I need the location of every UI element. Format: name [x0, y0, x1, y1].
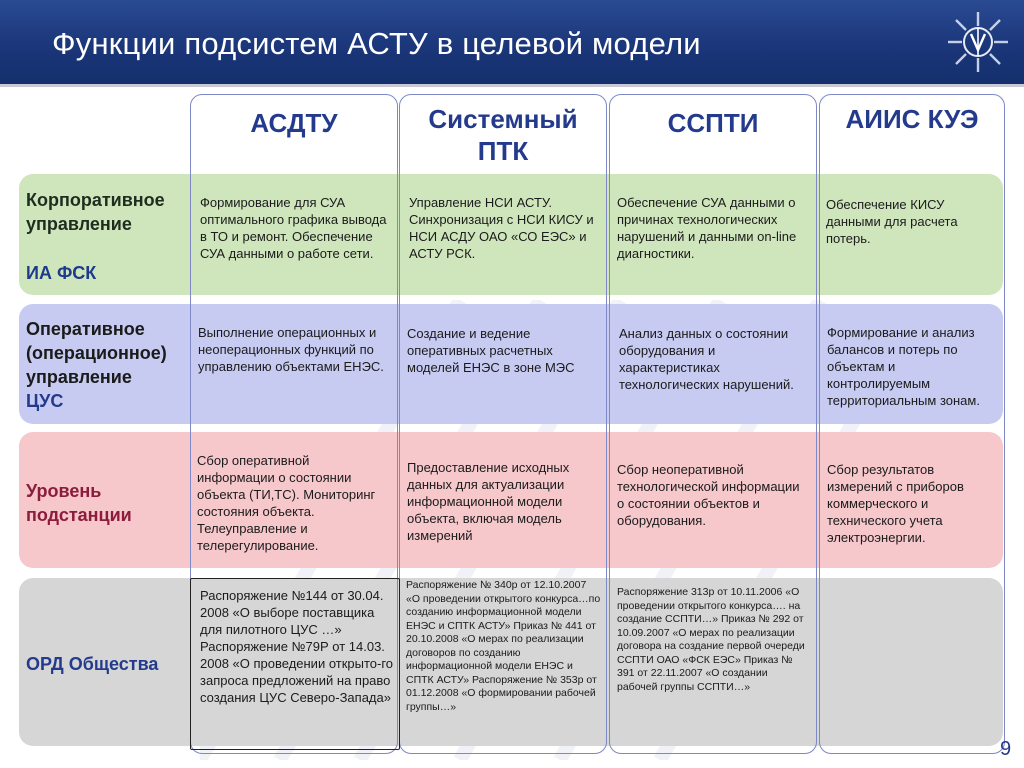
row-label-operational: Оперативное (операционное) управление — [26, 319, 167, 387]
cell-substation-system-ptk: Предоставление исходных данных для актуализации информационной модели объекта, включая модель измерений — [407, 460, 570, 543]
page-title: Функции подсистем АСТУ в целевой модели — [52, 26, 701, 61]
column-header-asdtu: АСДТУ — [250, 108, 338, 138]
column-header-system-ptk: Системный ПТК — [428, 104, 578, 166]
column-aiis-kue — [819, 94, 1005, 754]
cell-corporate-sspti: Обеспечение СУА данными о причинах технологических нарушений и данными on-line диагностики. — [617, 195, 797, 261]
column-header-sspti: ССПТИ — [667, 108, 759, 138]
cell-ord-asdtu: Распоряжение №144 от 30.04. 2008 «О выборе поставщика для пилотного ЦУС …» Распоряжение №79Р от 14.03. 2008 «О проведении открыто-го запроса предложений на право создания ЦУС Северо-Запада» — [200, 588, 394, 705]
column-header-aiis-kue: АИИС КУЭ — [845, 104, 979, 134]
cell-ord-system-ptk: Распоряжение № 340р от 12.10.2007 «О проведении открытого конкурса…по созданию информационной модели ЕНЭС и СПТК АСТУ» Приказ № 441 от 20.10.2008 «О мерах по реализации договоров по созданию информационной модели ЕНЭС и СПТК АСТУ» Распоряжение № 353р от 01.12.2008 «О формировании рабочей группы…» — [406, 579, 601, 713]
cell-corporate-asdtu: Формирование для СУА оптимального графика вывода в ТО и ремонт. Обеспечение СУА данными о работе сети. — [200, 195, 387, 261]
header-divider — [0, 84, 1024, 87]
row-label-cus: ЦУС — [26, 391, 64, 411]
cell-operational-system-ptk: Создание и ведение оперативных расчетных моделей ЕНЭС в зоне МЭС — [407, 326, 575, 375]
fsk-logo-icon — [944, 8, 1012, 76]
cell-substation-aiis-kue: Сбор результатов измерений с приборов коммерческого и технического учета электроэнергии. — [827, 462, 964, 545]
cell-operational-aiis-kue: Формирование и анализ балансов и потерь по объектам и контролируемым территориальным зонам. — [827, 325, 980, 408]
cell-operational-sspti: Анализ данных о состоянии оборудования и характеристиках технологических нарушений. — [619, 326, 794, 392]
cell-substation-sspti: Сбор неоперативной технологической информации о состоянии объектов и оборудования. — [617, 462, 800, 528]
cell-ord-sspti: Распоряжение 313р от 10.11.2006 «О проведении открытого конкурса…. на создание ССПТИ…» Приказ № 292 от 10.09.2007 «О мерах по реализации договора на создание первой очереди ССПТИ ОАО «ФСК ЕЭС» Приказ № 391 от 22.11.2007 «О создании рабочей группы ССПТИ…» — [617, 586, 805, 693]
cell-operational-asdtu: Выполнение операционных и неоперационных функций по управлению объектами ЕНЭС. — [198, 325, 384, 374]
header-bar — [0, 0, 1024, 84]
row-label-ia-fsk: ИА ФСК — [26, 263, 97, 283]
cell-substation-asdtu: Сбор оперативной информации о состоянии объекта (ТИ,ТС). Мониторинг состояния объекта. Телеуправление и телерегулирование. — [197, 453, 376, 553]
row-label-ord: ОРД Общества — [26, 654, 159, 674]
row-label-corporate: Корпоративное управление — [26, 190, 165, 234]
cell-corporate-system-ptk: Управление НСИ АСТУ. Синхронизация с НСИ КИСУ и НСИ АСДУ ОАО «СО ЕЭС» и АСТУ РСК. — [409, 195, 594, 261]
row-label-substation: Уровень подстанции — [26, 481, 132, 525]
cell-corporate-aiis-kue: Обеспечение КИСУ данными для расчета потерь. — [826, 197, 958, 246]
page-number: 9 — [1000, 738, 1012, 760]
